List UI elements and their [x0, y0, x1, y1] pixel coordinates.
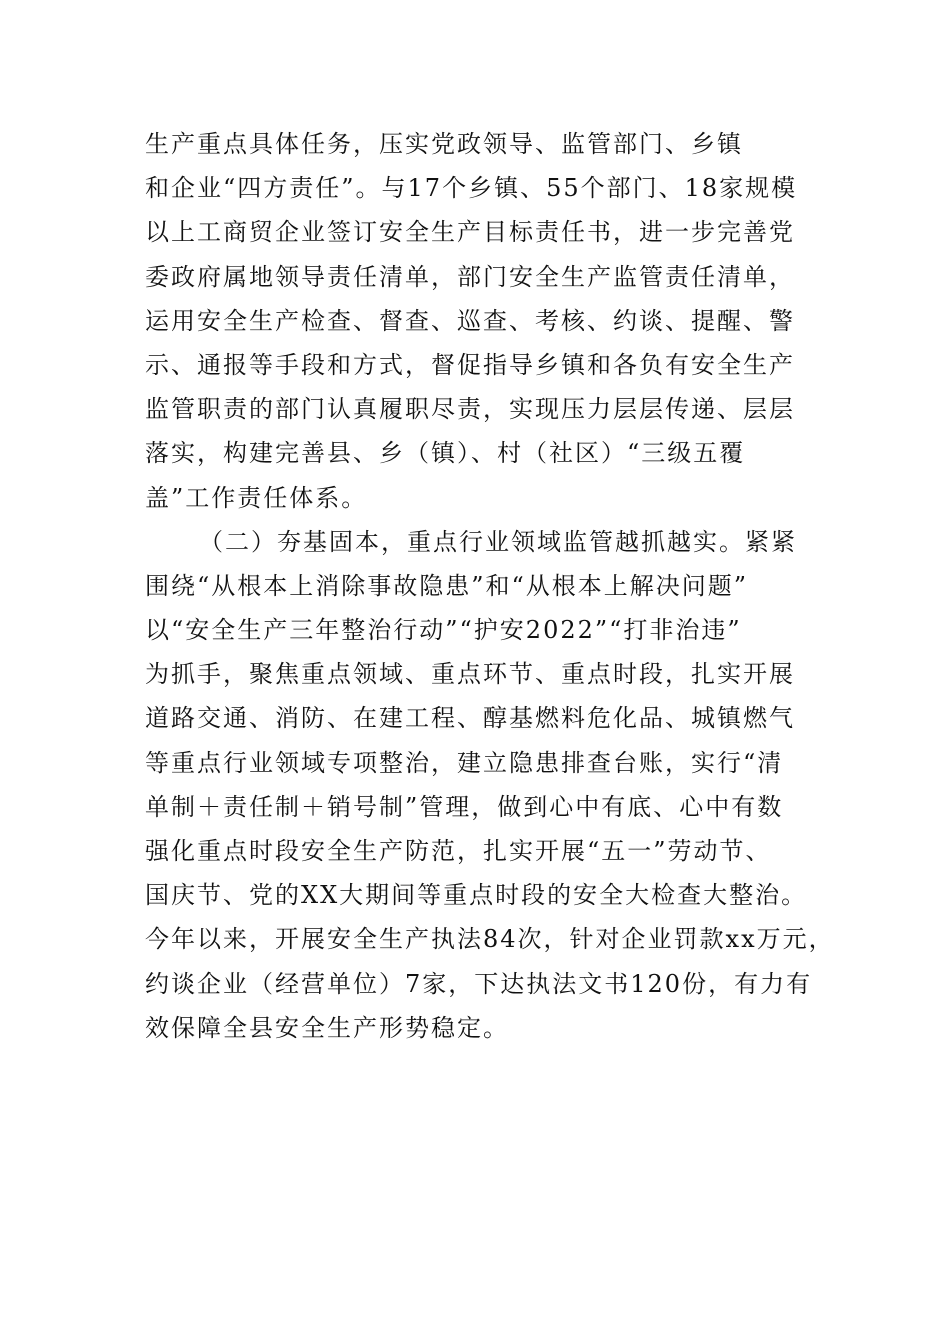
section-heading-line: （二）夯基固本，重点行业领域监管越抓越实。紧紧 [199, 527, 797, 556]
text-line: 以上工商贸企业签订安全生产目标责任书，进一步完善党 [145, 218, 795, 247]
text-line: 今年以来，开展安全生产执法84次，针对企业罚款xx万元， [145, 925, 835, 954]
text-line: 运用安全生产检查、督查、巡查、考核、约谈、提醒、警 [145, 306, 795, 335]
text-line: 约谈企业（经营单位）7家，下达执法文书120份，有力有 [145, 969, 813, 998]
text-line: 以“安全生产三年整治行动”“护安2022”“打非治违” [145, 616, 742, 645]
text-line: 生产重点具体任务，压实党政领导、监管部门、乡镇 [145, 130, 743, 158]
text-line: 委政府属地领导责任清单，部门安全生产监管责任清单， [145, 262, 795, 291]
text-line: 监管职责的部门认真履职尽责，实现压力层层传递、层层 [145, 395, 795, 424]
text-line: 为抓手，聚焦重点领域、重点环节、重点时段，扎实开展 [145, 660, 795, 689]
text-line: 国庆节、党的XX大期间等重点时段的安全大检查大整治。 [145, 881, 808, 910]
text-line: 落实，构建完善县、乡（镇）、村（社区）“三级五覆 [145, 439, 746, 468]
text-line: 盖”工作责任体系。 [145, 483, 368, 512]
body-text [145, 122, 845, 1050]
text-line: 示、通报等手段和方式，督促指导乡镇和各负有安全生产 [145, 350, 795, 379]
text-line: 和企业“四方责任”。与17个乡镇、55个部门、18家规模 [145, 174, 798, 203]
text-line: 道路交通、消防、在建工程、醇基燃料危化品、城镇燃气 [145, 704, 795, 733]
text-line: 围绕“从根本上消除事故隐患”和“从根本上解决问题” [145, 571, 749, 600]
text-line: 效保障全县安全生产形势稳定。 [145, 1013, 509, 1042]
text-line: 单制＋责任制＋销号制”管理，做到心中有底、心中有数 [145, 792, 784, 821]
text-line: 强化重点时段安全生产防范，扎实开展“五一”劳动节、 [145, 837, 772, 865]
text-line: 等重点行业领域专项整治，建立隐患排查台账，实行“清 [145, 748, 784, 777]
